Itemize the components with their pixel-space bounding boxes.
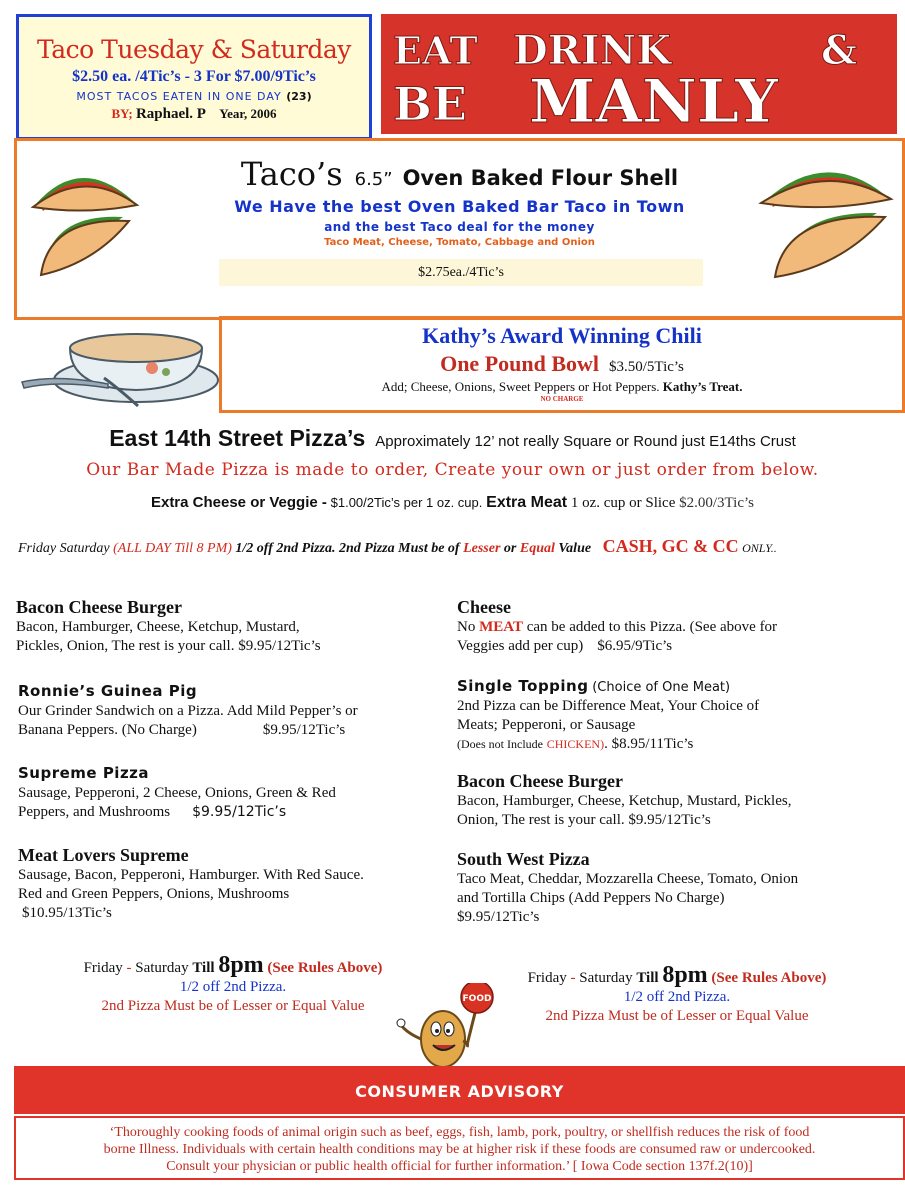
special-dash: -: [570, 970, 576, 986]
pizza-extras-line: [0, 494, 905, 512]
chili-bowl: One Pound Bowl: [440, 351, 600, 376]
menu-item-cheese: [457, 598, 777, 656]
taco-record-line: [19, 90, 369, 103]
pizza-title: East 14th Street Pizza’s: [109, 425, 366, 451]
chili-price: $3.50/5Tic’s: [609, 359, 684, 375]
tacos-line1: We Have the best Oven Baked Bar Taco in Town: [234, 197, 685, 216]
menu-item-supreme-pizza: [18, 764, 336, 822]
banner-eat: EAT: [393, 28, 478, 73]
banner-graphic: [381, 14, 897, 134]
friday-special-left: [40, 952, 426, 1016]
item-desc: Red and Green Peppers, Onions, Mushrooms: [18, 886, 290, 902]
eat-drink-banner: [381, 14, 897, 134]
taco-clipart-right: [745, 151, 895, 286]
item-desc-line: [18, 803, 336, 822]
item-name: Single Topping: [457, 677, 589, 695]
tacos-section: [14, 138, 905, 320]
item-desc-highlight: CHICKEN): [546, 737, 605, 751]
item-price: $9.95/12Tic’s: [457, 909, 540, 925]
item-desc: Bacon, Hamburger, Cheese, Ketchup, Mustard, Pickles,: [457, 793, 792, 809]
potato-mascot-clipart: [393, 983, 503, 1071]
friday-or: or: [503, 541, 517, 556]
taco-tuesday-box: [16, 14, 372, 140]
item-name-line: [457, 677, 759, 697]
chili-addons-line: [222, 379, 902, 395]
item-name: Ronnie’s Guinea Pig: [18, 682, 198, 700]
item-name-note: (Choice of One Meat): [592, 680, 731, 695]
item-desc: Taco Meat, Cheddar, Mozzarella Cheese, Tomato, Onion: [457, 871, 799, 887]
item-desc: Veggies add per cup): [457, 638, 584, 654]
item-desc: can be added to this Pizza. (See above for: [526, 619, 778, 635]
chili-bowl-line: [222, 351, 902, 377]
special-day2: Saturday: [579, 970, 633, 986]
consumer-advisory-body: [14, 1116, 905, 1180]
item-desc-line: [457, 735, 759, 754]
special-half: 1/2 off 2nd Pizza.: [623, 989, 731, 1005]
item-price: $9.95/12Tic’s: [192, 804, 287, 820]
item-desc: Pickles, Onion, The rest is your call. $9.95/12Tic’s: [16, 638, 321, 654]
item-desc: Our Grinder Sandwich on a Pizza. Add Mild Pepper’s or: [18, 703, 358, 719]
menu-item-bacon-cheese-burger-left: [16, 598, 321, 656]
special-till: Till: [636, 970, 659, 986]
item-desc-line: [457, 637, 777, 656]
advisory-line: borne Illness. Individuals with certain health conditions may be at higher risk if these foods are consumed raw or undercooked.: [103, 1142, 816, 1157]
special-rules: (See Rules Above): [267, 960, 383, 976]
tacos-title-main: Taco’s: [240, 155, 343, 193]
record-year: Year, 2006: [219, 106, 277, 121]
special-dash: -: [126, 960, 132, 976]
special-time: 8pm: [662, 962, 708, 988]
item-desc-line: [18, 721, 358, 740]
extra-meat-label: Extra Meat: [486, 494, 568, 511]
advisory-line: ‘Thoroughly cooking foods of animal origin such as beef, eggs, fish, lamb, pork, poultry, or shellfish reduces the risk of food: [109, 1125, 810, 1140]
special-line: [484, 962, 870, 988]
taco-record-count: (23): [286, 90, 312, 103]
item-desc: (Does not Include: [457, 737, 543, 751]
taco-clipart-left: [25, 153, 145, 283]
item-desc: No: [457, 619, 476, 635]
special-rules: (See Rules Above): [711, 970, 827, 986]
chili-treat: Kathy’s Treat.: [662, 379, 743, 394]
friday-special-right: [484, 962, 870, 1026]
banner-drink: DRINK: [513, 27, 671, 74]
taco-record-label: MOST TACOS EATEN IN ONE DAY: [76, 90, 282, 103]
taco-tuesday-title: Taco Tuesday & Saturday: [37, 35, 351, 64]
pizza-friday-deal: [18, 536, 777, 557]
taco-tuesday-price: $2.50 ea. /4Tic’s - 3 For $7.00/9Tic’s: [72, 68, 316, 85]
special-day1: Friday: [527, 970, 567, 986]
extra-meat-text: 1 oz. cup or Slice: [570, 495, 676, 511]
special-day2: Saturday: [135, 960, 189, 976]
item-price: . $8.95/11Tic’s: [604, 736, 694, 752]
chili-section: [219, 316, 905, 413]
tacos-size: 6.5”: [354, 169, 393, 190]
item-price: $6.95/9Tic’s: [597, 638, 673, 654]
pizza-title-note: Approximately 12’ not really Square or Round just E14ths Crust: [375, 433, 796, 450]
item-desc: Bacon, Hamburger, Cheese, Ketchup, Mustard,: [16, 619, 300, 635]
pizza-subtitle: Our Bar Made Pizza is made to order, Create your own or just order from below.: [86, 460, 819, 480]
friday-lesser: Lesser: [463, 541, 501, 556]
chili-bowl-clipart: [18, 318, 223, 413]
tacos-shell: Oven Baked Flour Shell: [402, 166, 679, 190]
item-desc: and Tortilla Chips (Add Peppers No Charge): [457, 890, 725, 906]
item-desc: Sausage, Bacon, Pepperoni, Hamburger. With Red Sauce.: [18, 867, 364, 883]
payment-methods: CASH, GC & CC: [602, 536, 739, 556]
item-desc: Banana Peppers. (No Charge): [18, 722, 197, 738]
extra-cheese-price: $1.00/2Tic’s per 1 oz. cup.: [330, 495, 483, 510]
friday-equal: Equal: [519, 541, 555, 556]
friday-deal-text: 1/2 off 2nd Pizza. 2nd Pizza Must be of: [235, 541, 460, 556]
item-name: South West Pizza: [457, 849, 590, 869]
item-name: Meat Lovers Supreme: [18, 845, 189, 865]
item-desc: 2nd Pizza can be Difference Meat, Your Choice of: [457, 698, 760, 714]
mascot-sign-text: FOOD: [462, 994, 492, 1004]
item-price: $9.95/12Tic’s: [262, 722, 346, 738]
menu-item-meat-lovers-supreme: [18, 846, 364, 923]
special-till: Till: [192, 960, 215, 976]
special-time: 8pm: [218, 952, 264, 978]
special-line: [40, 952, 426, 978]
taco-record-holder: [19, 106, 369, 123]
item-desc: Meats; Pepperoni, or Sausage: [457, 717, 636, 733]
special-must: 2nd Pizza Must be of Lesser or Equal Value: [545, 1008, 809, 1024]
extra-cheese-label: Extra Cheese or Veggie -: [150, 494, 327, 511]
payment-only: ONLY..: [742, 541, 777, 555]
menu-item-south-west-pizza: [457, 850, 798, 927]
item-desc-line: [457, 618, 777, 637]
friday-hours: (ALL DAY Till 8 PM): [113, 541, 232, 556]
menu-item-bacon-cheese-burger-right: [457, 772, 791, 830]
record-holder-name: Raphael. P: [135, 106, 206, 122]
item-name: Cheese: [457, 597, 511, 617]
item-name: Bacon Cheese Burger: [16, 597, 182, 617]
friday-value: Value: [558, 541, 592, 556]
item-price: $10.95/13Tic’s: [22, 905, 112, 921]
item-desc: Peppers, and Mushrooms: [18, 804, 171, 820]
banner-manly: MANLY: [529, 67, 778, 134]
item-name: Supreme Pizza: [18, 764, 150, 782]
banner-be: BE: [393, 77, 467, 131]
advisory-line: Consult your physician or public health official for further information.’ [ Iowa Code section 137f.2(10)]: [166, 1159, 753, 1174]
item-name: Bacon Cheese Burger: [457, 771, 623, 791]
banner-ampersand: &: [821, 27, 858, 74]
extra-meat-price: $2.00/3Tic’s: [679, 495, 755, 511]
chili-addons: Add; Cheese, Onions, Sweet Peppers or Hot Peppers.: [381, 379, 660, 394]
item-desc: Sausage, Pepperoni, 2 Cheese, Onions, Green & Red: [18, 785, 336, 801]
chili-title: Kathy’s Award Winning Chili: [422, 323, 702, 348]
item-desc-highlight: MEAT: [479, 619, 523, 635]
friday-days: Friday Saturday: [18, 541, 110, 556]
special-must: 2nd Pizza Must be of Lesser or Equal Value: [101, 998, 365, 1014]
special-half: 1/2 off 2nd Pizza.: [179, 979, 287, 995]
tacos-line2: and the best Taco deal for the money: [324, 220, 595, 234]
tacos-price: $2.75ea./4Tic’s: [219, 259, 703, 286]
tacos-ingredients: Taco Meat, Cheese, Tomato, Cabbage and Onion: [324, 237, 595, 248]
consumer-advisory-heading: CONSUMER ADVISORY: [14, 1066, 905, 1114]
by-label: BY;: [111, 106, 133, 121]
menu-item-ronnies-guinea-pig: [18, 682, 358, 740]
chili-no-charge: NO CHARGE: [540, 395, 584, 403]
special-day1: Friday: [83, 960, 123, 976]
pizza-title-line: [0, 425, 905, 452]
item-desc: Onion, The rest is your call. $9.95/12Tic’s: [457, 812, 711, 828]
menu-item-single-topping: [457, 677, 759, 754]
